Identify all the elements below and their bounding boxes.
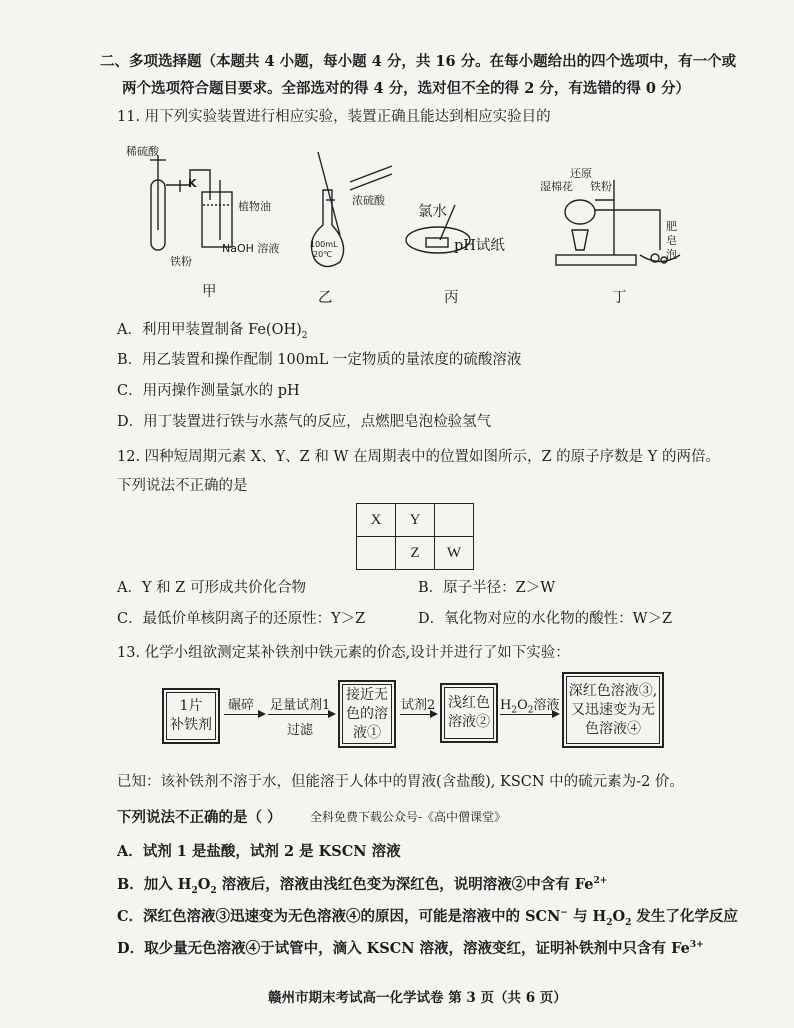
q12-stem: 12. 四种短周期元素 X、Y、Z 和 W 在周期表中的位置如图所示，Z 的原子序数是 Y 的两倍。 xyxy=(117,449,720,465)
flow-arrow3-label: 试剂2 xyxy=(401,698,436,713)
q12-stem2: 下列说法不正确的是 xyxy=(117,478,248,494)
caption-yi: 乙 xyxy=(318,290,333,306)
yi-label-volume: 100mL xyxy=(310,240,338,249)
ding-flask xyxy=(565,200,595,224)
caption-bing: 丙 xyxy=(444,290,459,306)
flow-box-solution2: 浅红色 溶液② xyxy=(440,683,498,743)
watermark-text: 全科免费下载公众号-《高中僧课堂》 xyxy=(310,810,507,824)
flow-arrow-4 xyxy=(500,714,558,715)
q13-option-c: C．深红色溶液③迅速变为无色溶液④的原因，可能是溶液中的 SCN− 与 $H_2O_2$ 发生了化学反应 xyxy=(117,908,738,928)
flow-arrow2-label-bottom: 过滤 xyxy=(287,723,314,738)
flow-arrow-1 xyxy=(224,714,264,715)
flow-box-supplement: 1片 补铁剂 xyxy=(162,688,220,744)
cell-empty xyxy=(357,537,396,570)
section-title-line1: 二、多项选择题（本题共 4 小题，每小题 4 分，共 16 分。在每小题给出的四个选项中，有一个或 xyxy=(100,53,737,70)
page-footer: 赣州市期末考试高一化学试卷 第 3 页（共 6 页） xyxy=(268,990,567,1006)
jia-label-fe: 铁粉 xyxy=(170,255,192,268)
q11-option-c: C．用丙操作测量氯水的 pH xyxy=(117,383,300,399)
yi-label-temp: 20℃ xyxy=(313,250,333,259)
q11-option-a: A．利用甲装置制备 $Fe(OH)_2$ xyxy=(117,322,308,341)
q12-option-d: D．氧化物对应的水化物的酸性：W＞Z xyxy=(418,611,673,627)
q13-option-d: D．取少量无色溶液④于试管中，滴入 KSCN 溶液，溶液变红，证明补铁剂中只含有 $Fe^{3+}$ xyxy=(117,940,704,957)
q13-stem2: 下列说法不正确的是（ ） xyxy=(117,809,282,826)
jia-gas-bottle xyxy=(202,192,232,247)
ding-label-iron-powder: 铁粉 xyxy=(590,180,612,193)
flow-arrow1-label: 碾碎 xyxy=(228,698,255,713)
jia-label-naoh: NaOH 溶液 xyxy=(222,242,280,255)
ding-label-soap3: 泡 xyxy=(666,248,677,261)
q11-stem: 11. 用下列实验装置进行相应实验，装置正确且能达到相应实验目的 xyxy=(117,109,551,125)
ding-label-soap2: 皂 xyxy=(666,234,677,247)
periodic-table-fragment xyxy=(356,503,474,570)
ding-label-soap1: 肥 xyxy=(666,220,677,233)
section-title-line2: 两个选项符合题目要求。全部选对的得 4 分，选对但不全的得 2 分，有选错的得 0 分） xyxy=(122,80,691,97)
caption-ding: 丁 xyxy=(612,290,627,306)
caption-jia: 甲 xyxy=(202,284,217,300)
q13-known: 已知：该补铁剂不溶于水，但能溶于人体中的胃液(含盐酸), KSCN 中的硫元素为-2 价。 xyxy=(117,774,684,790)
q12-option-b: B．原子半径：Z＞W xyxy=(418,580,556,596)
q11-option-d: D．用丁装置进行铁与水蒸气的反应，点燃肥皂泡检验氢气 xyxy=(117,414,492,430)
yi-label-acid: 浓硫酸 xyxy=(352,194,385,207)
flow-box-solution34: 深红色溶液③, 又迅速变为无 色溶液④ xyxy=(562,672,664,748)
cell-empty xyxy=(435,504,474,537)
flow-arrow2-label-top: 足量试剂1 xyxy=(270,698,331,713)
jia-label-oil: 植物油 xyxy=(238,200,271,213)
bing-label-chlorine-water: 氯水 xyxy=(418,204,447,220)
cell-z: Z xyxy=(396,537,435,570)
jia-label-acid: 稀硫酸 xyxy=(126,145,159,158)
q13-option-a: A．试剂 1 是盐酸，试剂 2 是 KSCN 溶液 xyxy=(117,843,401,860)
flow-box-solution1: 接近无 色的溶 液① xyxy=(338,680,396,748)
flow-arrow4-label: $H_2O_2$溶液 xyxy=(500,698,560,716)
jia-label-k: K xyxy=(188,177,197,190)
q11-apparatus-figure xyxy=(0,0,794,320)
ding-label-reduced: 还原 xyxy=(570,167,592,180)
q13-option-b: B．加入 $H_2O_2$ 溶液后，溶液由浅红色变为深红色，说明溶液②中含有 $Fe^{2+}$ xyxy=(117,876,608,896)
q11-option-b: B．用乙装置和操作配制 100mL 一定物质的量浓度的硫酸溶液 xyxy=(117,352,522,368)
q12-option-c: C．最低价单核阴离子的还原性：Y＞Z xyxy=(117,611,366,627)
ding-label-wet-cotton: 湿棉花 xyxy=(540,180,573,193)
cell-x: X xyxy=(357,504,396,537)
q12-option-a: A．Y 和 Z 可形成共价化合物 xyxy=(117,580,306,596)
bing-label-ph-paper: pH试纸 xyxy=(454,238,505,254)
flow-arrow-2 xyxy=(268,714,334,715)
flow-arrow-3 xyxy=(400,714,436,715)
cell-y: Y xyxy=(396,504,435,537)
cell-w: W xyxy=(435,537,474,570)
q13-stem: 13. 化学小组欲测定某补铁剂中铁元素的价态,设计并进行了如下实验： xyxy=(117,645,570,661)
